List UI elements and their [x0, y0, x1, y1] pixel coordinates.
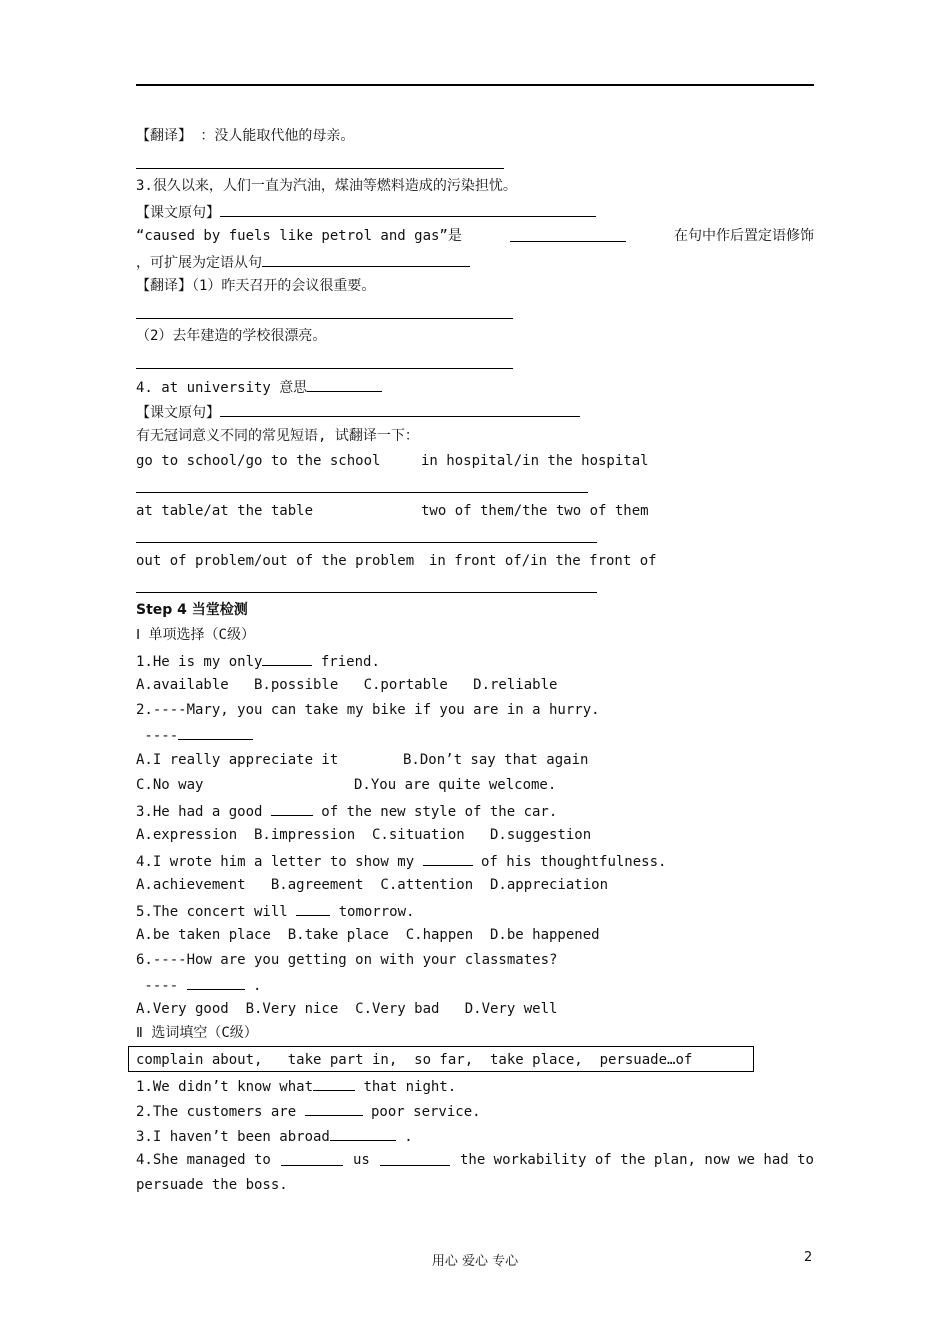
blank: [262, 252, 470, 267]
question-3: [136, 801, 557, 821]
q-text: ----: [136, 728, 179, 744]
blank: [220, 202, 596, 217]
item-3-explain-cont: [136, 252, 470, 272]
question-4: [136, 851, 666, 871]
section-2-heading: Ⅱ 选词填空（C级）: [136, 1025, 258, 1041]
question-2-reply: [136, 725, 253, 745]
header-rule: [136, 84, 814, 86]
fill-2: [136, 1101, 481, 1121]
q-text: 2.The customers are: [136, 1104, 305, 1120]
q-text: of his thoughtfulness.: [472, 854, 667, 870]
answer-line: [136, 542, 597, 543]
blank: [330, 1126, 396, 1141]
item-3-heading: 3.很久以来，人们一直为汽油，煤油等燃料造成的污染担忧。: [136, 178, 517, 194]
step-4-heading: Step 4 当堂检测: [136, 602, 248, 618]
q-text: the workability of the plan, now we had to: [459, 1152, 814, 1168]
fill-4: [136, 1151, 814, 1169]
blank: [220, 402, 580, 417]
blank: [296, 901, 330, 916]
fill-4-cont: persuade the boss.: [136, 1177, 288, 1193]
q-text: 3.He had a good: [136, 804, 271, 820]
q-text: tomorrow.: [330, 904, 415, 920]
options-5: A.be taken place B.take place C.happen D.be happened: [136, 927, 600, 943]
blank: [307, 377, 382, 392]
translation-1: 【翻译】（1）昨天召开的会议很重要。: [136, 278, 376, 294]
q-text: 5.The concert will: [136, 904, 297, 920]
phrase-a: go to school/go to the school: [136, 453, 381, 469]
q-text: 4.She managed to: [136, 1152, 271, 1168]
q-text: .: [244, 978, 262, 994]
answer-line: [136, 592, 597, 593]
q-text: 1.We didn’t know what: [136, 1079, 314, 1095]
explain-text-2: 在句中作后置定语修饰: [674, 228, 814, 244]
phrase-b: in front of/in the front of: [429, 553, 657, 569]
q-text: 3.I haven’t been abroad: [136, 1129, 330, 1145]
blank: [305, 1101, 363, 1116]
q-text: friend.: [312, 654, 380, 670]
question-6-reply: [136, 975, 261, 995]
blank: [187, 975, 245, 990]
explain-text: “caused by fuels like petrol and gas”是: [136, 228, 462, 244]
page-footer: 用心 爱心 专心: [431, 1254, 519, 1269]
explain-text-3: ，可扩展为定语从句: [136, 255, 262, 271]
answer-line: [136, 368, 513, 369]
item-4-heading: [136, 377, 382, 397]
text-original-label: [136, 202, 596, 222]
label-text: 【课文原句】: [136, 405, 220, 421]
fill-1: [136, 1076, 456, 1096]
translation-line: 【翻译】 ：没人能取代他的母亲。: [136, 128, 355, 144]
item-4-text: 4. at university 意思: [136, 380, 308, 396]
q-text: .: [395, 1129, 413, 1145]
blank: [262, 651, 312, 666]
word-bank: complain about, take part in, so far, take place, persuade…of: [136, 1052, 693, 1068]
options-4: A.achievement B.agreement C.attention D.appreciation: [136, 877, 609, 893]
question-6: 6.----How are you getting on with your classmates?: [136, 952, 558, 968]
answer-line: [136, 318, 513, 319]
blank: [423, 851, 473, 866]
phrase-instruction: 有无冠词意义不同的常见短语, 试翻译一下：: [136, 428, 419, 444]
translation-2: （2）去年建造的学校很漂亮。: [136, 328, 327, 344]
options-1: A.available B.possible C.portable D.reliable: [136, 677, 558, 693]
q-text: us: [352, 1152, 370, 1168]
blank: [510, 227, 626, 242]
answer-line: [136, 168, 504, 169]
option: C.No way: [136, 777, 204, 793]
q-text: 4.I wrote him a letter to show my: [136, 854, 423, 870]
q-text: poor service.: [362, 1104, 481, 1120]
label-text: 【课文原句】: [136, 205, 220, 221]
text-original-label: [136, 402, 580, 422]
q-text: ----: [136, 978, 187, 994]
option: B.Don’t say that again: [403, 752, 589, 768]
phrase-b: two of them/the two of them: [421, 503, 649, 519]
options-6: A.Very good B.Very nice C.Very bad D.Very well: [136, 1001, 558, 1017]
options-3: A.expression B.impression C.situation D.suggestion: [136, 827, 592, 843]
q-text: 1.He is my only: [136, 654, 263, 670]
blank: [380, 1151, 450, 1166]
phrase-a: out of problem/out of the problem: [136, 553, 415, 569]
section-1-heading: Ⅰ 单项选择（C级）: [136, 627, 255, 643]
phrase-a: at table/at the table: [136, 503, 314, 519]
question-5: [136, 901, 414, 921]
blank: [178, 725, 253, 740]
question-1: [136, 651, 380, 671]
item-3-explain: [136, 227, 814, 245]
option: A.I really appreciate it: [136, 752, 339, 768]
phrase-b: in hospital/in the hospital: [421, 453, 649, 469]
question-2: 2.----Mary, you can take my bike if you are in a hurry.: [136, 702, 600, 718]
fill-3: [136, 1126, 413, 1146]
blank: [271, 801, 313, 816]
option: D.You are quite welcome.: [354, 777, 557, 793]
answer-line: [136, 492, 588, 493]
page-number: 2: [804, 1250, 813, 1265]
q-text: that night.: [355, 1079, 457, 1095]
blank: [281, 1151, 343, 1166]
blank: [313, 1076, 355, 1091]
q-text: of the new style of the car.: [312, 804, 558, 820]
